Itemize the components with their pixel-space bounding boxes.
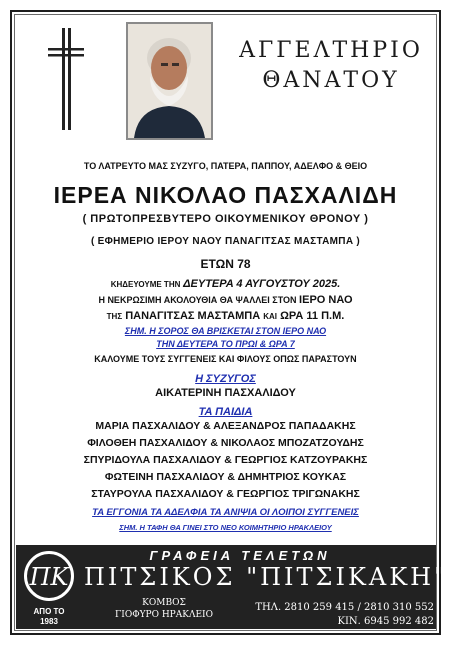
funeral-home-footer xyxy=(16,545,449,629)
spouse-heading: Η ΣΥΖΥΓΟΣ xyxy=(195,373,256,385)
service-time: ΩΡΑ 11 Π.Μ. xyxy=(280,310,345,322)
mobile-line: ΚΙΝ. 6945 992 482 xyxy=(337,616,434,627)
spouse-name: ΑΙΚΑΤΕΡΙΝΗ ΠΑΣΧΑΛΙΔΟΥ xyxy=(155,387,296,399)
wake-note-2: ΤΗΝ ΔΕΥΤΕΡΑ ΤΟ ΠΡΩΙ & ΩΡΑ 7 xyxy=(156,339,295,349)
children-heading: ΤΑ ΠΑΙΔΙΑ xyxy=(198,406,253,418)
service-line xyxy=(0,294,451,306)
other-relatives: ΤΑ ΕΓΓΟΝΙΑ ΤΑ ΑΔΕΛΦΙΑ ΤΑ ΑΝΙΨΙΑ ΟΙ ΛΟΙΠΟΙ ΣΥΓΓΕΝΕΙΣ xyxy=(92,507,359,518)
address-line2: ΓΙΟΦΥΡΟ ΗΡΑΚΛΕΙΟ xyxy=(115,610,213,620)
intro-line: ΤΟ ΛΑΤΡΕΥΤΟ ΜΑΣ ΣΥΖΥΓΟ, ΠΑΤΕΡΑ, ΠΑΠΠΟΥ, ΑΔΕΛΦΟ & ΘΕΙΟ xyxy=(83,161,368,171)
notice-title xyxy=(236,36,426,96)
church-prefix: ΤΗΣ xyxy=(106,312,123,321)
phone-line: ΤΗΛ. 2810 259 415 / 2810 310 552 xyxy=(255,602,434,613)
service-text: Η ΝΕΚΡΩΣΙΜΗ ΑΚΟΛΟΥΘΙΑ ΘΑ ΨΑΛΛΕΙ ΣΤΟΝ xyxy=(98,295,297,305)
since-label xyxy=(21,607,77,627)
contact-phones xyxy=(222,601,434,629)
notice-title-line1: ΑΓΓΕΛΤΗΡΙΟ xyxy=(239,38,423,63)
notice-title-line2: ΘΑΝΑΤΟΥ xyxy=(262,68,400,93)
service-church: ΙΕΡΟ ΝΑΟ xyxy=(299,294,353,306)
child-row: ΣΠΥΡΙΔΟΥΛΑ ΠΑΣΧΑΛΙΔΟΥ & ΓΕΩΡΓΙΟΣ ΚΑΤΖΟΥΡΑΚΗΣ xyxy=(83,454,368,466)
burial-note: ΣΗΜ. Η ΤΑΦΗ ΘΑ ΓΙΝΕΙ ΣΤΟ ΝΕΟ ΚΟΙΜΗΤΗΡΙΟ ΗΡΑΚΛΕΙΟΥ xyxy=(119,523,332,532)
deceased-name: ΙΕΡΕΑ ΝΙΚΟΛΑΟ ΠΑΣΧΑΛΙΔΗ xyxy=(53,182,398,208)
cross-icon xyxy=(46,28,86,130)
funeral-date: ΔΕΥΤΕΡΑ 4 ΑΥΓΟΥΣΤΟΥ 2025. xyxy=(183,278,341,290)
deceased-portrait xyxy=(126,22,213,140)
deceased-title-1: ( ΠΡΩΤΟΠΡΕΣΒΥΤΕΡΟ ΟΙΚΟΥΜΕΝΙΚΟΥ ΘΡΟΝΟΥ ) xyxy=(82,213,369,225)
since-year: 1983 xyxy=(40,617,58,626)
address-line1: ΚΟΜΒΟΣ xyxy=(142,598,186,608)
address xyxy=(104,597,224,621)
invite-line: ΚΑΛΟΥΜΕ ΤΟΥΣ ΣΥΓΓΕΝΕΙΣ ΚΑΙ ΦΙΛΟΥΣ ΟΠΩΣ ΠΑΡΑΣΤΟΥΝ xyxy=(94,354,357,364)
child-row: ΦΩΤΕΙΝΗ ΠΑΣΧΑΛΙΔΟΥ & ΔΗΜΗΤΡΙΟΣ ΚΟΥΚΑΣ xyxy=(104,471,347,483)
child-row: ΦΙΛΟΘΕΗ ΠΑΣΧΑΛΙΔΟΥ & ΝΙΚΟΛΑΟΣ ΜΠΟΖΑΤΖΟΥΔΗΣ xyxy=(87,437,364,449)
deceased-title-2: ( ΕΦΗΜΕΡΙΟ ΙΕΡΟΥ ΝΑΟΥ ΠΑΝΑΓΙΤΣΑΣ ΜΑΣΤΑΜΠΑ ) xyxy=(90,236,361,247)
logo-text: ΠΚ xyxy=(29,563,69,591)
child-row: ΜΑΡΙΑ ΠΑΣΧΑΛΙΔΟΥ & ΑΛΕΞΑΝΔΡΟΣ ΠΑΠΑΔΑΚΗΣ xyxy=(95,420,356,432)
deceased-age: ΕΤΩΝ 78 xyxy=(200,257,251,271)
church-name: ΠΑΝΑΓΙΤΣΑΣ ΜΑΣΤΑΜΠΑ xyxy=(125,310,261,322)
since-line1: ΑΠΟ ΤΟ xyxy=(33,607,65,616)
funeral-home-name: ΠΙΤΣΙΚΟΣ "ΠΙΤΣΙΚΑΚΗ" xyxy=(84,563,449,591)
church-and: ΚΑΙ xyxy=(263,312,278,321)
church-time-line xyxy=(0,310,451,322)
funeral-home-logo xyxy=(24,551,74,601)
funeral-date-line xyxy=(0,278,451,290)
child-row: ΣΤΑΥΡΟΥΛΑ ΠΑΣΧΑΛΙΔΟΥ & ΓΕΩΡΓΙΟΣ ΤΡΙΓΩΝΑΚΗΣ xyxy=(91,488,360,500)
funeral-date-prefix: ΚΗΔΕΥΟΥΜΕ ΤΗΝ xyxy=(110,280,181,289)
wake-note-1: ΣΗΜ. Η ΣΟΡΟΣ ΘΑ ΒΡΙΣΚΕΤΑΙ ΣΤΟΝ ΙΕΡΟ ΝΑΟ xyxy=(124,326,327,336)
services-label: ΓΡΑΦΕΙΑ ΤΕΛΕΤΩΝ xyxy=(149,548,331,563)
